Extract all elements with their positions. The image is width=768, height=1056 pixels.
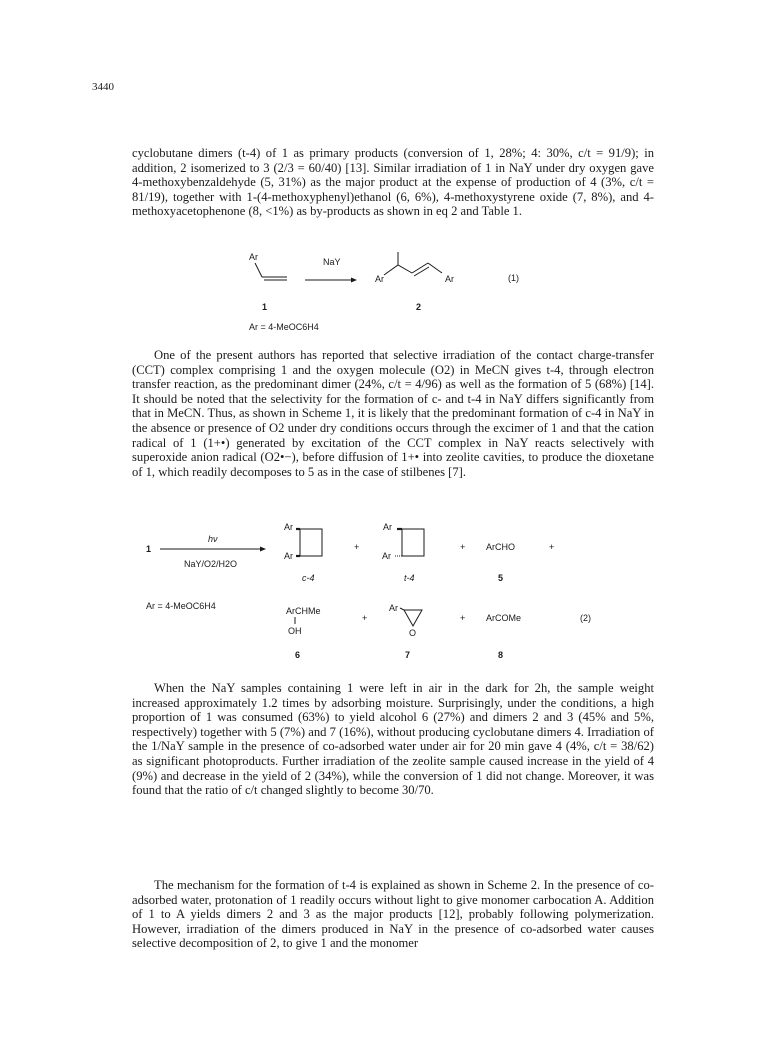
equation-1 [0,248,768,338]
paragraph-2: One of the present authors has reported that selective irradiation of the contact charge-transfer (CCT) complex comprising 1 and the oxygen molecule (O2) in MeCN gives t-4, through electron transfer reaction, as the predominant dimer (24%, c/t = 4/96) as well as the formation of 5 (68%) [14]. It should be noted that the selectivity for the formation of c- and t-4 in NaY differs significantly from that in MeCN. Thus, as shown in Scheme 1, it is likely that the predominant formation of c-4 in NaY in the absence or presence of O2 under dry conditions occurs through the excimer of 1 and that the cation radical of 1 (1+•) generated by excitation of the CCT complex in NaY reacts selectively with superoxide anion radical (O2•−), before diffusion of 1+• into zeolite cavities, to produce the dioxetane of 1, which readily decomposes to 5 as in the case of stilbenes [7]. [132,348,654,479]
eq2-label-5: 5 [498,573,504,583]
eq2-conditions: NaY/O2/H2O [184,559,238,569]
eq2-label-7: 7 [405,650,411,660]
eq2-t4-ring [402,529,424,556]
eq1-styrene-bond [255,263,262,277]
eq1-ar-top: Ar [249,252,258,262]
eq2-arrow-head [260,547,266,552]
eq2-plus-2: + [460,542,466,552]
eq2-archme: ArCHMe [286,606,321,616]
eq1-arrow-head [351,278,357,283]
eq2-c4-ar-bottom: Ar [284,551,293,561]
eq2-plus-4: + [362,613,368,623]
eq1-dimer-end [428,263,442,273]
eq2-archo: ArCHO [486,542,515,552]
eq2-number: (2) [580,613,591,623]
eq2-label-6: 6 [295,650,301,660]
eq2-t4-ar-bottom: Ar [382,551,391,561]
eq2-ar-definition: Ar = 4-MeOC6H4 [146,601,216,611]
eq2-plus-5: + [460,613,466,623]
page-number: 3440 [92,81,114,93]
eq2-epoxide-o: O [409,628,417,638]
eq1-reagent: NaY [323,257,341,267]
eq2-hv: hν [208,534,218,544]
eq2-plus-1: + [354,542,360,552]
eq2-c4-ring [300,529,322,556]
eq2-c4-label: c-4 [302,573,315,583]
eq2-c4-ar-top: Ar [284,522,293,532]
paragraph-3: When the NaY samples containing 1 were left in air in the dark for 2h, the sample weight increased approximately 1.2 times by adsorbing moisture. Surprisingly, under the conditions, a high proportion of 1 was consumed (63%) to yield alcohol 6 (27%) and dimers 2 and 3 (45% and 5%, respectively) together with 5 (7%) and 7 (16%), without producing cyclobutane dimers 4. Irradiation of the 1/NaY sample in the presence of co-adsorbed water under air for 20 min gave 4 (4%, c/t = 38/62) as significant photoproducts. Further irradiation of the zeolite sample caused increase in the yield of 4 (9%) and decrease in the yield of 2 (34%), while the conversion of 1 did not change. Moreover, it was found that the ratio of c/t changed slightly to become 30/70. [132,681,654,798]
eq1-label-2: 2 [416,302,422,312]
eq1-label-1: 1 [262,302,268,312]
eq1-number: (1) [508,273,519,283]
eq1-ar-left: Ar [375,274,384,284]
eq2-oh: OH [288,626,302,636]
eq1-dimer-chain [384,265,412,275]
eq2-start: 1 [146,544,152,554]
eq2-plus-3: + [549,542,555,552]
equation-2 [0,518,768,666]
eq1-dimer-double-1 [412,263,428,273]
eq2-label-8: 8 [498,650,504,660]
eq2-t4-label: t-4 [404,573,415,583]
eq2-epoxide-ring [404,610,422,626]
eq1-dimer-double-2 [414,267,429,276]
paragraph-4: The mechanism for the formation of t-4 is explained as shown in Scheme 2. In the presence of co-adsorbed water, protonation of 1 readily occurs without light to give monomer carbocation A. Addition of 1 to A yields dimers 2 and 3 as the major products [12], probably following polymerization. However, irradiation of the dimers produced in NaY in the presence of co-adsorbed water causes selective decomposition of 2, to give 1 and the monomer [132,878,654,951]
eq2-arcome: ArCOMe [486,613,522,623]
eq1-ar-definition: Ar = 4-MeOC6H4 [249,322,319,332]
paragraph-1: cyclobutane dimers (t-4) of 1 as primary products (conversion of 1, 28%; 4: 30%, c/t = 91/9); in addition, 2 isomerized to 3 (2/3 = 60/40) [13]. Similar irradiation of 1 in NaY under dry oxygen gave 4-methoxybenzaldehyde (5, 31%) as the major product at the expense of production of 4 (3%, c/t = 81/19), together with 1-(4-methoxyphenyl)ethanol (6, 6%), 4-methoxystyrene oxide (7, 8%), and 4-methoxyacetophenone (8, <1%) as by-products as shown in eq 2 and Table 1. [132,146,654,219]
eq2-epoxide-ar: Ar [389,603,398,613]
eq2-t4-ar-top: Ar [383,522,392,532]
eq2-epoxide-ar-bond [400,608,404,610]
eq1-ar-right: Ar [445,274,454,284]
